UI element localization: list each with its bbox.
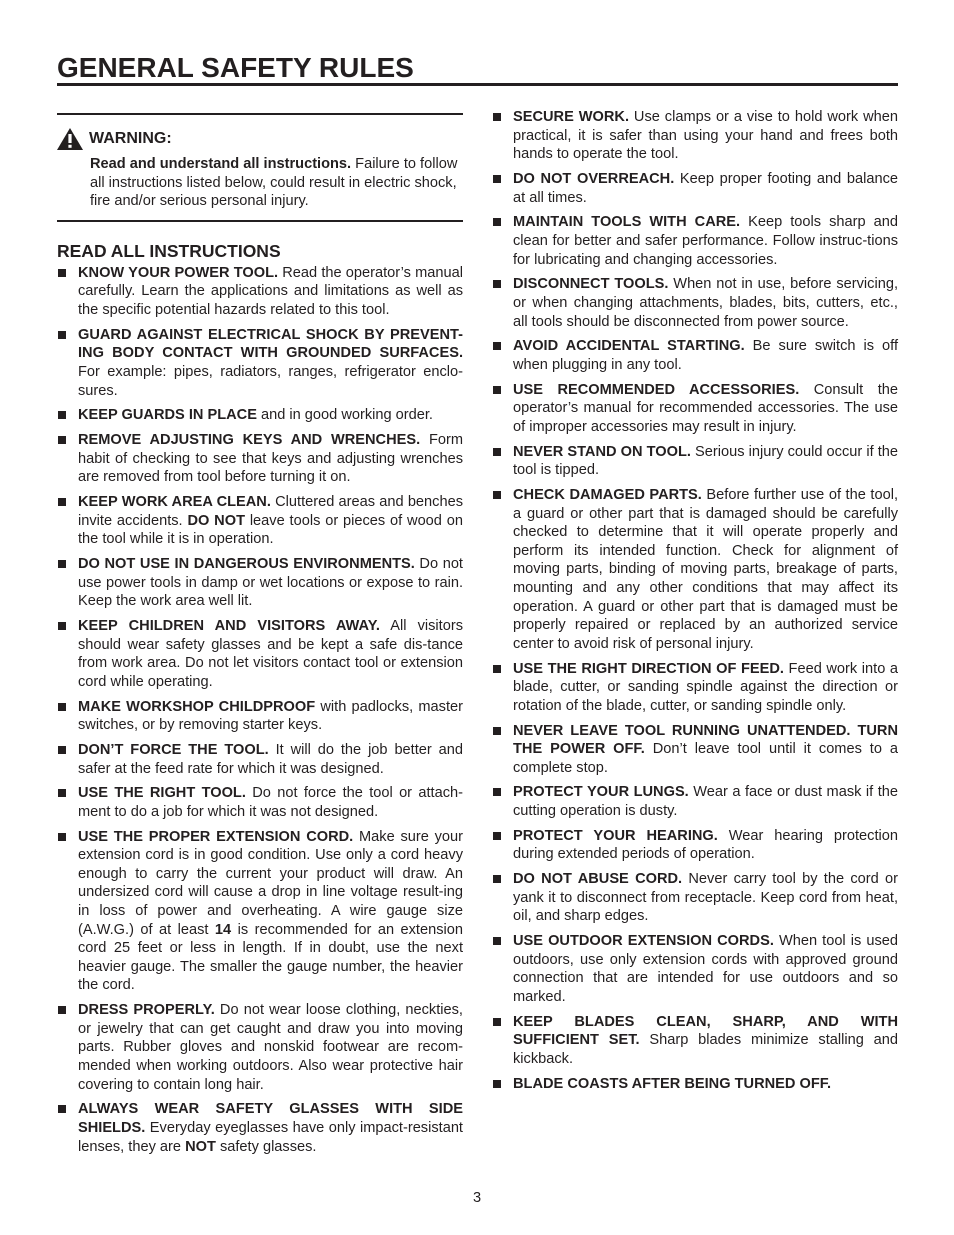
square-bullet-icon — [58, 560, 66, 568]
rule-item — [57, 264, 463, 320]
rule-text: is recommended for an extension cord 25 feet or less in length. If in doubt, use the next heavier gauge. The smaller the gauge number, the heavier the cord. — [78, 921, 463, 994]
warning-body-text: Failure to follow all instructions listed below, could result in electric shock, fire and/or serious personal injury. — [90, 156, 458, 210]
page-title: GENERAL SAFETY RULES — [57, 52, 414, 83]
warning-box — [57, 113, 463, 222]
rule-bold-text: 14 — [214, 921, 232, 938]
rule-bold-text: DO NOT ABUSE CORD. — [513, 871, 683, 888]
rule-item — [492, 1075, 898, 1094]
rule-bold-text: ALWAYS WEAR SAFETY GLASSES WITH SIDE SHIELDS. — [78, 1101, 463, 1136]
rule-text: with padlocks, master switches, or by removing starter keys. — [78, 698, 464, 734]
square-bullet-icon — [58, 331, 66, 339]
rule-item — [57, 698, 463, 735]
rule-item — [57, 406, 463, 425]
rule-bold-text: DO NOT — [187, 512, 245, 529]
rule-text: Be sure switch is off when plugging in any tool. — [513, 338, 898, 373]
rule-text: When tool is used outdoors, use only extension cords with approved ground connection that are intended for use outdoors and so marked. — [513, 933, 898, 1005]
warning-heading: WARNING: — [89, 130, 172, 147]
rule-bold-text: CHECK DAMAGED PARTS. — [513, 487, 702, 503]
rule-text: Wear a face or dust mask if the cutting operation is dusty. — [513, 784, 898, 820]
rule-item — [492, 870, 898, 926]
square-bullet-icon — [493, 665, 501, 673]
rule-item — [492, 1013, 898, 1069]
page-number: 3 — [472, 1190, 482, 1206]
rule-item — [492, 932, 898, 1006]
square-bullet-icon — [58, 622, 66, 630]
rule-bold-text: MAINTAIN TOOLS WITH CARE. — [513, 214, 741, 231]
rule-item — [492, 275, 898, 331]
rule-item — [492, 337, 898, 374]
rule-item — [57, 617, 463, 691]
square-bullet-icon — [58, 498, 66, 506]
rule-item — [57, 326, 463, 400]
rule-text: Before further use of the tool, a guard or other part that is damaged should be carefully checked to determine that it will operate properly and perform its intended function. Check for alignment of moving parts, binding of moving parts, breakage of parts, mounting and any other conditions that may affect its operation. A guard or other part that is damaged must be properly repaired or replaced by an authorized service center to avoid risk of personal injury. — [513, 487, 898, 652]
rule-text: Use clamps or a vise to hold work when practical, it is safer than using your hand and frees both hands to operate the tool. — [513, 109, 898, 163]
rule-bold-text: PROTECT YOUR LUNGS. — [513, 784, 689, 801]
rule-item — [57, 1100, 463, 1156]
rule-bold-text: NEVER STAND ON TOOL. — [513, 443, 691, 460]
rule-item — [57, 828, 463, 995]
square-bullet-icon — [58, 746, 66, 754]
rule-item — [57, 741, 463, 778]
rule-bold-text: SECURE WORK. — [513, 109, 629, 125]
warning-body-bold: Read and understand all instructions. — [90, 156, 352, 172]
rule-item — [492, 443, 898, 480]
rule-text: When not in use, before servicing, or when changing attachments, blades, bits, cutters, etc., all tools should be disconnected from power source. — [513, 276, 898, 330]
square-bullet-icon — [493, 875, 501, 883]
rule-item — [57, 555, 463, 611]
rule-item — [492, 108, 898, 164]
rule-bold-text: DON’T FORCE THE TOOL. — [78, 741, 269, 758]
rule-item — [57, 1001, 463, 1094]
right-rules-list — [492, 108, 898, 1093]
rule-bold-text: DO NOT OVERREACH. — [513, 170, 675, 187]
rule-bold-text: REMOVE ADJUSTING KEYS AND WRENCHES. — [78, 432, 421, 449]
rule-bold-text: BLADE COASTS AFTER BEING TURNED OFF. — [513, 1075, 832, 1092]
rule-text: Do not use power tools in damp or wet locations or expose to rain. Keep the work area well lit. — [78, 556, 463, 610]
rule-bold-text: USE THE RIGHT DIRECTION OF FEED. — [513, 660, 784, 677]
rule-text: Read the operator’s manual carefully. Learn the applications and limitations as well as the specific potential hazards related to this tool. — [78, 264, 463, 318]
square-bullet-icon — [58, 833, 66, 841]
rule-text: Consult the operator’s manual for recommended accessories. The use of improper accessories may result in injury. — [513, 381, 898, 435]
warning-header — [57, 128, 463, 150]
rule-text: Serious injury could occur if the tool is tipped. — [513, 443, 899, 479]
square-bullet-icon — [493, 386, 501, 394]
rule-text: and in good working order. — [256, 407, 433, 424]
rule-item — [57, 784, 463, 821]
rule-item — [492, 783, 898, 820]
rule-bold-text: GUARD AGAINST ELECTRICAL SHOCK BY PREVENT-ING BODY CONTACT WITH GROUNDED SURFACES. — [78, 326, 463, 362]
square-bullet-icon — [493, 113, 501, 121]
rule-text: Form habit of checking to see that keys and adjusting wrenches are removed from tool before turning it on. — [78, 432, 463, 486]
square-bullet-icon — [493, 727, 501, 735]
rule-item — [492, 170, 898, 207]
square-bullet-icon — [493, 280, 501, 288]
rule-bold-text: DISCONNECT TOOLS. — [513, 276, 669, 293]
rule-text: Keep tools sharp and clean for better and safer performance. Follow instruc-tions for lubricating and changing accessories. — [513, 214, 899, 268]
rule-item — [492, 213, 898, 269]
left-rules-list — [57, 264, 463, 1156]
section-heading: READ ALL INSTRUCTIONS — [57, 240, 281, 261]
square-bullet-icon — [58, 1105, 66, 1113]
rule-text: Feed work into a blade, cutter, or sanding spindle against the direction or rotation of the blade, cutter, or sanding spindle only. — [513, 660, 899, 714]
square-bullet-icon — [493, 175, 501, 183]
rule-item — [57, 493, 463, 549]
rule-bold-text: DRESS PROPERLY. — [78, 1002, 215, 1019]
rule-bold-text: KEEP BLADES CLEAN, SHARP, AND WITH SUFFICIENT SET. — [513, 1013, 898, 1049]
rule-bold-text: USE RECOMMENDED ACCESSORIES. — [513, 381, 800, 398]
rule-bold-text: AVOID ACCIDENTAL STARTING. — [513, 338, 745, 355]
rule-bold-text: PROTECT YOUR HEARING. — [513, 827, 718, 844]
rule-text: Cluttered areas and benches invite accidents. — [78, 494, 463, 529]
rule-item — [492, 827, 898, 864]
rule-text: safety glasses. — [215, 1138, 317, 1155]
rule-text: Do not wear loose clothing, neckties, or jewelry that can get caught and draw you into moving parts. Rubber gloves and nonskid footwear are recom-mended when working outdoors. Also wear protective hair covering to contain long hair. — [78, 1002, 463, 1093]
rule-text: Never carry tool by the cord or yank it to disconnect from receptacle. Keep cord from heat, oil, and sharp edges. — [513, 871, 898, 925]
rule-bold-text: MAKE WORKSHOP CHILDPROOF — [78, 698, 316, 715]
rule-text: For example: pipes, radiators, ranges, refrigerator enclo-sures. — [78, 363, 463, 399]
rule-text: Do not force the tool or attach-ment to do a job for which it was not designed. — [78, 785, 463, 820]
warning-triangle-icon — [57, 128, 83, 150]
rule-text: Everyday eyeglasses have only impact-resistant lenses, they are — [78, 1119, 463, 1155]
rule-text: Wear hearing protection during extended periods of operation. — [513, 827, 899, 863]
rule-bold-text: KEEP GUARDS IN PLACE — [78, 407, 257, 424]
square-bullet-icon — [58, 1006, 66, 1014]
rule-bold-text: NEVER LEAVE TOOL RUNNING UNATTENDED. TURN THE POWER OFF. — [513, 722, 898, 758]
rule-bold-text: KEEP CHILDREN AND VISITORS AWAY. — [78, 618, 380, 634]
rule-text: All visitors should wear safety glasses and be kept a safe dis-tance from work area. Do not let visitors contact tool or extension cord while operating. — [78, 618, 463, 690]
square-bullet-icon — [493, 937, 501, 945]
square-bullet-icon — [58, 703, 66, 711]
square-bullet-icon — [58, 411, 66, 419]
square-bullet-icon — [493, 342, 501, 350]
rule-item — [492, 660, 898, 716]
rule-item — [57, 431, 463, 487]
square-bullet-icon — [493, 832, 501, 840]
rule-bold-text: USE THE PROPER EXTENSION CORD. — [78, 828, 354, 845]
square-bullet-icon — [58, 269, 66, 277]
rule-text: Make sure your extension cord is in good condition. Use only a cord heavy enough to carry the current your product will draw. An undersized cord will cause a drop in line voltage result-ing in loss of power and overheating. A wire gauge size (A.W.G.) of at least — [78, 828, 463, 938]
warning-body — [90, 155, 463, 211]
rule-bold-text: USE THE RIGHT TOOL. — [78, 785, 246, 802]
left-column — [57, 113, 463, 1162]
rule-item — [492, 722, 898, 778]
rule-text: Don’t leave tool until it comes to a complete stop. — [513, 741, 899, 776]
rule-item — [492, 486, 898, 653]
square-bullet-icon — [493, 218, 501, 226]
square-bullet-icon — [493, 491, 501, 499]
rule-text: Keep proper footing and balance at all times. — [513, 170, 899, 206]
title-divider — [57, 83, 898, 86]
square-bullet-icon — [58, 789, 66, 797]
rule-bold-text: NOT — [185, 1138, 216, 1155]
rule-bold-text: USE OUTDOOR EXTENSION CORDS. — [513, 933, 774, 950]
right-column — [492, 108, 898, 1100]
square-bullet-icon — [493, 1080, 501, 1088]
square-bullet-icon — [493, 1018, 501, 1026]
rule-text: leave tools or pieces of wood on the tool while it is in operation. — [78, 512, 463, 548]
rule-item — [492, 381, 898, 437]
square-bullet-icon — [493, 448, 501, 456]
rule-text: Sharp blades minimize stalling and kickback. — [513, 1032, 899, 1067]
rule-bold-text: KNOW YOUR POWER TOOL. — [78, 264, 279, 281]
rule-text: It will do the job better and safer at the feed rate for which it was designed. — [78, 741, 464, 777]
rule-bold-text: DO NOT USE IN DANGEROUS ENVIRONMENTS. — [78, 556, 415, 573]
rule-bold-text: KEEP WORK AREA CLEAN. — [78, 494, 271, 511]
square-bullet-icon — [58, 436, 66, 444]
square-bullet-icon — [493, 788, 501, 796]
